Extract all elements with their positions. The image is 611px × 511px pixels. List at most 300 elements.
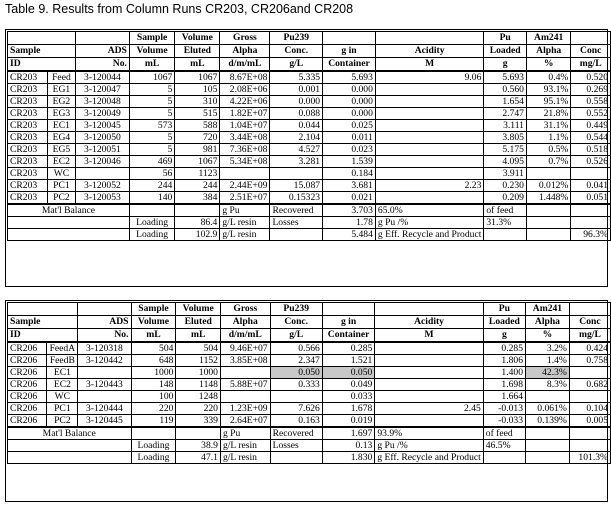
data-cell: [375, 415, 483, 428]
header-cell: g in: [322, 316, 374, 329]
header-cell: Alpha: [526, 45, 570, 58]
data-cell: 0.520: [571, 71, 611, 84]
data-cell: 0.012%: [526, 180, 570, 192]
data-cell: [375, 132, 483, 144]
summary-cell: Recovered: [270, 427, 322, 440]
data-cell: 0.023: [323, 144, 376, 156]
data-cell: 1.698: [483, 379, 525, 391]
data-cell: 1123: [175, 168, 220, 180]
data-cell: Feed: [47, 71, 75, 84]
data-cell: 3-120047: [75, 84, 129, 96]
data-cell: 0.050: [322, 367, 374, 379]
header-cell: [75, 32, 129, 45]
summary-cell: [8, 452, 132, 464]
data-cell: 9.46E+07: [220, 342, 270, 355]
data-cell: [375, 342, 483, 355]
header-cell: %: [526, 58, 570, 72]
data-cell: 0.104: [569, 403, 610, 415]
data-cell: FeedA: [47, 342, 78, 355]
data-cell: 504: [131, 342, 176, 355]
header-cell: Conc.: [270, 316, 322, 329]
summary-row: [8, 427, 611, 440]
summary-cell: 5.484: [323, 229, 376, 241]
data-cell: 220: [131, 403, 176, 415]
summary-cell: [176, 427, 221, 440]
data-cell: 0.019: [322, 415, 374, 428]
header-cell: Volume: [175, 32, 220, 45]
data-cell: 56: [129, 168, 174, 180]
summary-cell: [571, 204, 611, 217]
data-cell: 1.806: [483, 355, 525, 367]
data-cell: 0.566: [270, 342, 322, 355]
data-cell: CR203: [8, 180, 48, 192]
data-cell: 0.021: [323, 192, 376, 205]
data-cell: CR203: [8, 144, 48, 156]
data-cell: 4.527: [270, 144, 323, 156]
data-cell: [78, 367, 131, 379]
data-cell: 0.552: [571, 108, 611, 120]
table-row: [8, 144, 611, 156]
header-cell: g/L: [270, 329, 322, 343]
data-cell: 2.104: [270, 132, 323, 144]
data-cell: [526, 168, 570, 180]
summary-cell: 1.830: [322, 452, 374, 464]
summary-cell: Mat'l Balance: [8, 204, 130, 217]
data-cell: 3.281: [270, 156, 323, 168]
summary-cell: g Eff. Recycle and Product: [375, 452, 483, 464]
data-cell: 5.693: [484, 71, 527, 84]
header-cell: Conc: [571, 45, 611, 58]
summary-cell: [8, 440, 132, 452]
header-cell: No.: [78, 329, 131, 343]
header-cell: Acidity: [375, 316, 483, 329]
header-cell: [323, 32, 376, 45]
data-cell: 2.23: [375, 180, 483, 192]
header-cell: Sample: [129, 32, 174, 45]
data-cell: 0.560: [484, 84, 527, 96]
header-row: [8, 32, 611, 45]
data-cell: 95.1%: [526, 96, 570, 108]
data-cell: [375, 120, 483, 132]
summary-cell: of feed: [483, 427, 525, 440]
data-cell: 0.139%: [526, 415, 570, 428]
data-cell: CR203: [8, 108, 48, 120]
summary-cell: [526, 229, 570, 241]
data-cell: 1.82E+07: [220, 108, 270, 120]
data-cell: [220, 391, 270, 403]
data-cell: 0.544: [571, 132, 611, 144]
header-cell: Acidity: [375, 45, 483, 58]
data-cell: EG5: [47, 144, 75, 156]
data-cell: 1.678: [322, 403, 374, 415]
header-cell: ADS: [75, 45, 129, 58]
data-cell: 1067: [175, 156, 220, 168]
header-cell: d/m/mL: [220, 329, 270, 343]
data-cell: 3-120049: [75, 108, 129, 120]
data-cell: [569, 367, 610, 379]
data-cell: 3-120445: [78, 415, 131, 428]
header-cell: Am241: [526, 32, 570, 45]
data-cell: 0.001: [270, 84, 323, 96]
data-cell: 1.4%: [526, 355, 570, 367]
data-cell: 0.230: [484, 180, 527, 192]
summary-cell: [526, 440, 570, 452]
data-cell: CR206: [8, 379, 47, 391]
data-cell: 0.051: [571, 192, 611, 205]
data-cell: 0.518: [571, 144, 611, 156]
summary-cell: [526, 452, 570, 464]
header-cell: ADS: [78, 316, 131, 329]
summary-cell: Losses: [270, 217, 323, 229]
data-cell: 0.088: [270, 108, 323, 120]
data-cell: [571, 168, 611, 180]
data-cell: CR203: [8, 120, 48, 132]
data-cell: [375, 144, 483, 156]
summary-cell: [270, 229, 323, 241]
data-cell: CR206: [8, 355, 47, 367]
data-cell: [270, 168, 323, 180]
data-cell: 0.184: [323, 168, 376, 180]
data-cell: 2.64E+07: [220, 415, 270, 428]
data-cell: 0.269: [571, 84, 611, 96]
data-cell: 0.000: [270, 96, 323, 108]
summary-cell: Mat'l Balance: [8, 427, 132, 440]
summary-cell: [484, 229, 527, 241]
data-cell: 8.67E+08: [220, 71, 270, 84]
data-cell: 5: [129, 108, 174, 120]
data-cell: 3-120048: [75, 96, 129, 108]
summary-cell: [569, 440, 610, 452]
data-cell: 21.8%: [526, 108, 570, 120]
data-cell: CR206: [8, 415, 47, 428]
data-cell: 1067: [129, 71, 174, 84]
data-cell: EG4: [47, 132, 75, 144]
data-cell: 3.911: [484, 168, 527, 180]
data-cell: [375, 367, 483, 379]
summary-cell: 0.13: [322, 440, 374, 452]
table-row: [8, 367, 611, 379]
summary-cell: 47.1: [176, 452, 221, 464]
data-cell: 0.682: [569, 379, 610, 391]
data-cell: 1.400: [483, 367, 525, 379]
summary-cell: [175, 204, 220, 217]
summary-cell: Recovered: [270, 204, 323, 217]
header-cell: Container: [323, 58, 376, 72]
summary-cell: Loading: [131, 452, 176, 464]
summary-cell: 1.697: [322, 427, 374, 440]
data-cell: [270, 391, 322, 403]
header-cell: g in: [323, 45, 376, 58]
table-row: [8, 355, 611, 367]
header-cell: [322, 303, 374, 316]
data-cell: 2.51E+07: [220, 192, 270, 205]
data-cell: 981: [175, 144, 220, 156]
data-cell: 8.3%: [526, 379, 570, 391]
data-cell: 3-120052: [75, 180, 129, 192]
data-cell: 7.36E+08: [220, 144, 270, 156]
data-cell: 3.85E+08: [220, 355, 270, 367]
header-cell: Conc.: [270, 45, 323, 58]
data-cell: 1.23E+09: [220, 403, 270, 415]
data-cell: 0.011: [323, 132, 376, 144]
header-cell: [78, 303, 131, 316]
header-cell: Gross: [220, 32, 270, 45]
header-cell: M: [375, 329, 483, 343]
data-cell: 3-120045: [75, 120, 129, 132]
summary-row: [8, 452, 611, 464]
data-cell: [75, 168, 129, 180]
data-cell: 0.5%: [526, 144, 570, 156]
data-cell: 1.664: [483, 391, 525, 403]
data-cell: 0.000: [323, 108, 376, 120]
data-cell: 15.087: [270, 180, 323, 192]
header-cell: Pu: [483, 303, 525, 316]
data-cell: 1067: [175, 71, 220, 84]
header-cell: Pu239: [270, 303, 322, 316]
data-cell: 3-120053: [75, 192, 129, 205]
data-cell: 0.285: [322, 342, 374, 355]
data-cell: PC1: [47, 180, 75, 192]
data-cell: 0.526: [571, 156, 611, 168]
data-cell: 1248: [176, 391, 221, 403]
header-cell: Pu239: [270, 32, 323, 45]
summary-row: [8, 229, 611, 241]
summary-row: [8, 217, 611, 229]
summary-cell: [131, 427, 176, 440]
data-cell: 1.539: [323, 156, 376, 168]
table-row: [8, 132, 611, 144]
data-cell: [375, 391, 483, 403]
data-cell: PC2: [47, 192, 75, 205]
table-row: [8, 342, 611, 355]
data-cell: 4.22E+06: [220, 96, 270, 108]
header-cell: Eluted: [176, 316, 221, 329]
header-cell: %: [526, 329, 570, 343]
data-cell: 0.4%: [526, 71, 570, 84]
header-cell: [8, 303, 78, 316]
summary-cell: g Eff. Recycle and Product: [375, 229, 483, 241]
summary-cell: of feed: [484, 204, 527, 217]
data-cell: 3.111: [484, 120, 527, 132]
data-cell: 2.08E+06: [220, 84, 270, 96]
header-cell: mg/L: [571, 58, 611, 72]
results-table-cr203: [7, 31, 611, 241]
table-row: [8, 415, 611, 428]
data-cell: 148: [131, 379, 176, 391]
header-cell: d/m/mL: [220, 58, 270, 72]
data-cell: 3-120443: [78, 379, 131, 391]
data-cell: CR203: [8, 71, 48, 84]
header-cell: Container: [322, 329, 374, 343]
table-row: [8, 192, 611, 205]
header-cell: Volume: [131, 316, 176, 329]
data-cell: EG1: [47, 84, 75, 96]
summary-cell: g Pu: [220, 204, 270, 217]
header-row: [8, 316, 611, 329]
data-cell: 3-120318: [78, 342, 131, 355]
data-cell: 5: [129, 84, 174, 96]
summary-cell: g/L resin: [220, 229, 270, 241]
summary-cell: Losses: [270, 440, 322, 452]
header-cell: mL: [176, 329, 221, 343]
header-cell: [571, 32, 611, 45]
data-cell: 3-120442: [78, 355, 131, 367]
data-cell: 1000: [131, 367, 176, 379]
header-cell: Pu: [484, 32, 527, 45]
table-row: [8, 391, 611, 403]
data-cell: 244: [129, 180, 174, 192]
summary-cell: 38.9: [176, 440, 221, 452]
summary-cell: [8, 217, 130, 229]
data-cell: 0.285: [483, 342, 525, 355]
summary-cell: 3.703: [323, 204, 376, 217]
data-cell: 244: [175, 180, 220, 192]
data-cell: EC1: [47, 367, 78, 379]
header-cell: Conc: [569, 316, 610, 329]
data-cell: 0.333: [270, 379, 322, 391]
summary-row: [8, 440, 611, 452]
table-row: [8, 403, 611, 415]
header-cell: Sample: [8, 316, 78, 329]
data-cell: 5: [129, 144, 174, 156]
summary-cell: g/L resin: [220, 217, 270, 229]
table-row: [8, 379, 611, 391]
data-cell: 3-120444: [78, 403, 131, 415]
table-row: [8, 108, 611, 120]
data-cell: 220: [176, 403, 221, 415]
data-cell: 0.033: [322, 391, 374, 403]
data-cell: 93.1%: [526, 84, 570, 96]
summary-cell: [571, 217, 611, 229]
header-row: [8, 58, 611, 72]
data-cell: 3.44E+08: [220, 132, 270, 144]
summary-cell: [129, 204, 174, 217]
data-cell: 31.1%: [526, 120, 570, 132]
data-cell: EG3: [47, 108, 75, 120]
data-cell: CR203: [8, 156, 48, 168]
data-cell: 5: [129, 96, 174, 108]
header-cell: No.: [75, 58, 129, 72]
data-cell: 1.521: [322, 355, 374, 367]
summary-cell: g/L resin: [220, 440, 270, 452]
summary-cell: 1.78: [323, 217, 376, 229]
data-cell: 504: [176, 342, 221, 355]
header-row: [8, 45, 611, 58]
data-cell: 3-120046: [75, 156, 129, 168]
data-cell: 5.34E+08: [220, 156, 270, 168]
data-cell: 2.747: [484, 108, 527, 120]
data-cell: 384: [175, 192, 220, 205]
header-cell: Am241: [526, 303, 570, 316]
data-cell: 9.06: [375, 71, 483, 84]
data-cell: [375, 379, 483, 391]
data-cell: 588: [175, 120, 220, 132]
data-cell: 1000: [176, 367, 221, 379]
data-cell: 1152: [176, 355, 221, 367]
summary-cell: 31.3%: [484, 217, 527, 229]
summary-cell: 86.4: [175, 217, 220, 229]
data-cell: CR206: [8, 367, 47, 379]
header-cell: Alpha: [220, 45, 270, 58]
summary-cell: g Pu: [220, 427, 270, 440]
data-cell: -0.033: [483, 415, 525, 428]
data-cell: 0.025: [323, 120, 376, 132]
data-cell: 3.2%: [526, 342, 570, 355]
summary-cell: [526, 217, 570, 229]
data-cell: 1.1%: [526, 132, 570, 144]
data-cell: 1148: [176, 379, 221, 391]
data-cell: [375, 96, 483, 108]
data-cell: 5.693: [323, 71, 376, 84]
header-cell: Alpha: [526, 316, 570, 329]
data-cell: CR203: [8, 96, 48, 108]
header-cell: g: [483, 329, 525, 343]
header-cell: Loaded: [483, 316, 525, 329]
data-cell: [375, 84, 483, 96]
header-cell: Loaded: [484, 45, 527, 58]
data-cell: CR203: [8, 84, 48, 96]
data-cell: 310: [175, 96, 220, 108]
data-cell: 573: [129, 120, 174, 132]
data-cell: 0.15323: [270, 192, 323, 205]
data-cell: -0.013: [483, 403, 525, 415]
table-row: [8, 96, 611, 108]
header-cell: mL: [129, 58, 174, 72]
summary-cell: [526, 204, 570, 217]
data-cell: CR206: [8, 342, 47, 355]
header-cell: M: [375, 58, 483, 72]
data-cell: 1.04E+07: [220, 120, 270, 132]
data-cell: 140: [129, 192, 174, 205]
header-cell: Sample: [8, 45, 76, 58]
data-cell: 0.209: [484, 192, 527, 205]
summary-cell: 65.0%: [375, 204, 483, 217]
data-cell: EC2: [47, 156, 75, 168]
data-cell: EC2: [47, 379, 78, 391]
data-cell: CR203: [8, 132, 48, 144]
data-cell: 5.88E+07: [220, 379, 270, 391]
data-cell: [375, 156, 483, 168]
data-cell: 2.44E+09: [220, 180, 270, 192]
data-cell: PC2: [47, 415, 78, 428]
header-cell: g: [484, 58, 527, 72]
summary-cell: g Pu /%: [375, 440, 483, 452]
header-cell: ID: [8, 58, 76, 72]
header-cell: mL: [175, 58, 220, 72]
header-cell: mL: [131, 329, 176, 343]
data-cell: 5.335: [270, 71, 323, 84]
data-cell: [375, 192, 483, 205]
data-cell: 3.681: [323, 180, 376, 192]
data-cell: 3-120044: [75, 71, 129, 84]
header-row: [8, 303, 611, 316]
data-cell: 0.050: [270, 367, 322, 379]
data-cell: 4.095: [484, 156, 527, 168]
table-row: [8, 71, 611, 84]
data-cell: 2.347: [270, 355, 322, 367]
data-cell: 648: [131, 355, 176, 367]
summary-cell: [569, 427, 610, 440]
header-cell: Volume: [176, 303, 221, 316]
data-cell: CR203: [8, 168, 48, 180]
header-cell: [375, 32, 483, 45]
summary-cell: 101.3%: [569, 452, 610, 464]
summary-cell: Loading: [129, 229, 174, 241]
header-cell: [8, 32, 76, 45]
data-cell: 3-120051: [75, 144, 129, 156]
data-cell: 100: [131, 391, 176, 403]
data-cell: 515: [175, 108, 220, 120]
